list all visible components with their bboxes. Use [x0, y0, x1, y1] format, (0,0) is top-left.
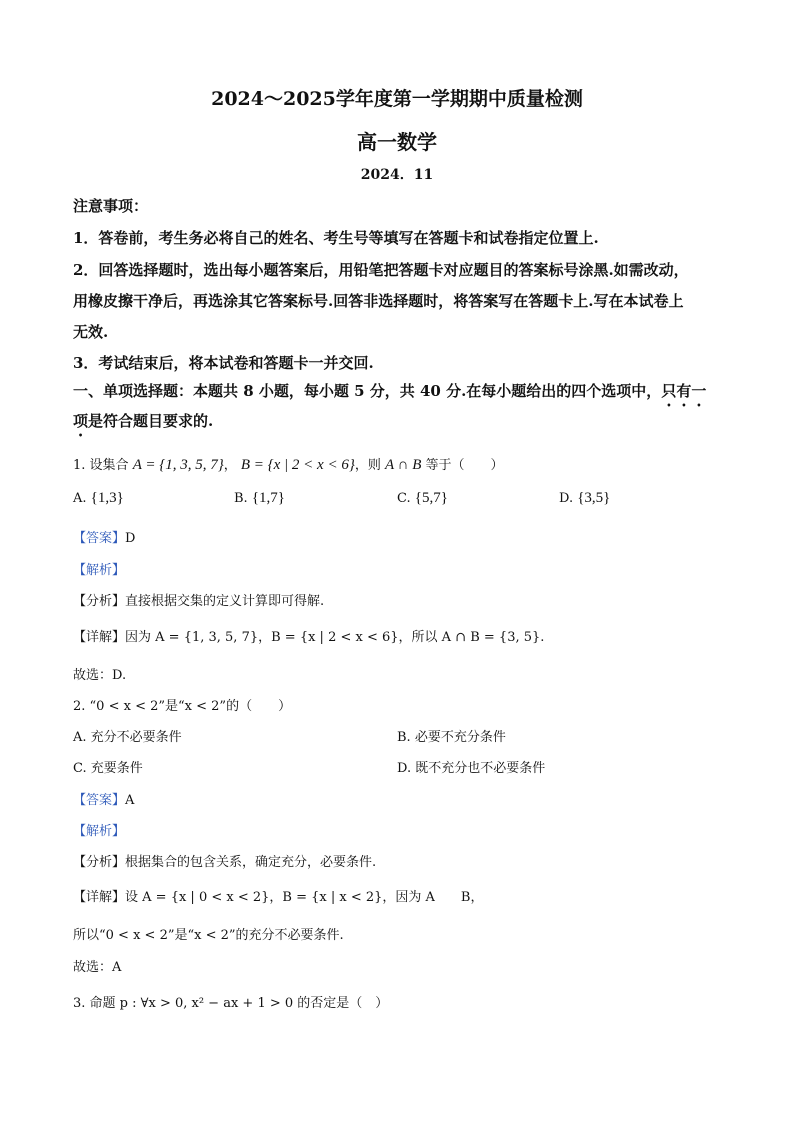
option-value: 必要不充分条件	[414, 730, 506, 745]
fenxi-text: 根据集合的包含关系，确定充分，必要条件.	[125, 855, 377, 870]
notice-item-3: 3．考试结束后，将本试卷和答题卡一并交回.	[73, 354, 374, 372]
section-1-emphasis-2: 项	[73, 412, 89, 430]
option-label: A.	[73, 730, 87, 745]
option-value: 充分不必要条件	[90, 730, 182, 745]
option-value: 充要条件	[90, 761, 143, 776]
exam-subtitle: 高一数学	[357, 130, 437, 154]
option-value: {3,5}	[577, 490, 611, 506]
section-1-emphasis: 只有一	[661, 382, 707, 400]
notice-item-2-line-3: 无效.	[73, 323, 109, 341]
option-label: C.	[73, 761, 87, 776]
q1-option-c	[397, 490, 448, 507]
section-1-text-2: 是符合题目要求的.	[88, 412, 214, 430]
option-value: {1,3}	[90, 490, 124, 506]
q3-stem: 3. 命题 p : ∀x > 0, x² − ax + 1 > 0 的否定是（ ）	[73, 996, 389, 1011]
q2-stem: 2. “0 < x < 2”是“x < 2”的（ ）	[73, 699, 292, 714]
section-1-heading-line-2	[73, 410, 213, 440]
fenxi-tag: 【分析】	[73, 855, 126, 870]
q1-set-a: A = {1, 3, 5, 7}	[132, 457, 224, 473]
option-label: B.	[234, 491, 248, 506]
q1-expr: A ∩ B	[384, 457, 422, 473]
q1-option-a	[73, 490, 124, 507]
q2-option-b	[397, 726, 506, 745]
notice-item-2-line-1: 2．回答选择题时，选出每小题答案后，用铅笔把答题卡对应题目的答案标号涂黑.如需改动，	[73, 261, 689, 279]
answer-tag: 【答案】	[73, 531, 126, 546]
q1-answer	[73, 527, 135, 546]
q2-option-c	[73, 757, 143, 776]
fenxi-text: 直接根据交集的定义计算即可得解.	[125, 594, 325, 609]
q1-option-b	[234, 490, 285, 507]
xiangjie-tag: 【详解】	[73, 630, 126, 645]
answer-value: A	[125, 793, 135, 808]
q2-conclusion: 所以“0 < x < 2”是“x < 2”的充分不必要条件.	[73, 928, 344, 943]
notice-item-2-line-2: 用橡皮擦干净后，再选涂其它答案标号.回答非选择题时，将答案写在答题卡上.写在本试卷上	[73, 292, 684, 310]
q2-option-a	[73, 726, 182, 745]
option-label: B.	[397, 730, 411, 745]
q1-choice: 故选：D.	[73, 668, 127, 683]
exam-title: 2024～2025学年度第一学期期中质量检测	[211, 88, 583, 110]
answer-tag: 【答案】	[73, 793, 126, 808]
exam-date: 2024．11	[360, 167, 434, 183]
q1-analysis-tag: 【解析】	[73, 563, 126, 578]
option-value: 既不充分也不必要条件	[415, 761, 546, 776]
q1-set-b: B = {x | 2 < x < 6}	[240, 457, 355, 473]
q1-xiangjie	[73, 626, 544, 645]
option-label: D.	[559, 491, 574, 506]
q1-fenxi	[73, 590, 324, 609]
xiangjie-tag: 【详解】	[73, 890, 126, 905]
q2-xiangjie	[73, 886, 483, 905]
option-label: D.	[397, 761, 412, 776]
q2-option-d	[397, 757, 545, 776]
option-label: C.	[397, 491, 411, 506]
option-value: {1,7}	[251, 490, 285, 506]
section-1-heading-line-1	[73, 380, 706, 410]
q2-fenxi	[73, 851, 376, 870]
q2-analysis-tag: 【解析】	[73, 824, 126, 839]
q2-choice: 故选：A	[73, 960, 122, 975]
q1-stem	[73, 454, 504, 474]
q2-answer	[73, 789, 134, 808]
notice-item-1: 1．答卷前，考生务必将自己的姓名、考生号等填写在答题卡和试卷指定位置上.	[73, 229, 599, 247]
option-label: A.	[73, 491, 87, 506]
section-1-text: 一、单项选择题：本题共 8 小题，每小题 5 分，共 40 分.在每小题给出的四个选项中，	[73, 382, 662, 400]
xiangjie-text: 设 A = {x | 0 < x < 2}，B = {x | x < 2}，因为 A B，	[125, 890, 484, 905]
q1-tail: 等于（ ）	[425, 458, 504, 473]
q1-sep: ，	[223, 458, 237, 473]
xiangjie-text: 因为 A = {1, 3, 5, 7}，B = {x | 2 < x < 6}，所以 A ∩ B = {3, 5}.	[125, 630, 545, 645]
q1-option-d	[559, 490, 610, 507]
fenxi-tag: 【分析】	[73, 594, 126, 609]
q1-number: 1. 设集合	[73, 458, 129, 473]
option-value: {5,7}	[414, 490, 448, 506]
q1-then: ，则	[354, 458, 381, 473]
notice-heading: 注意事项：	[73, 197, 149, 215]
answer-value: D	[125, 531, 136, 546]
